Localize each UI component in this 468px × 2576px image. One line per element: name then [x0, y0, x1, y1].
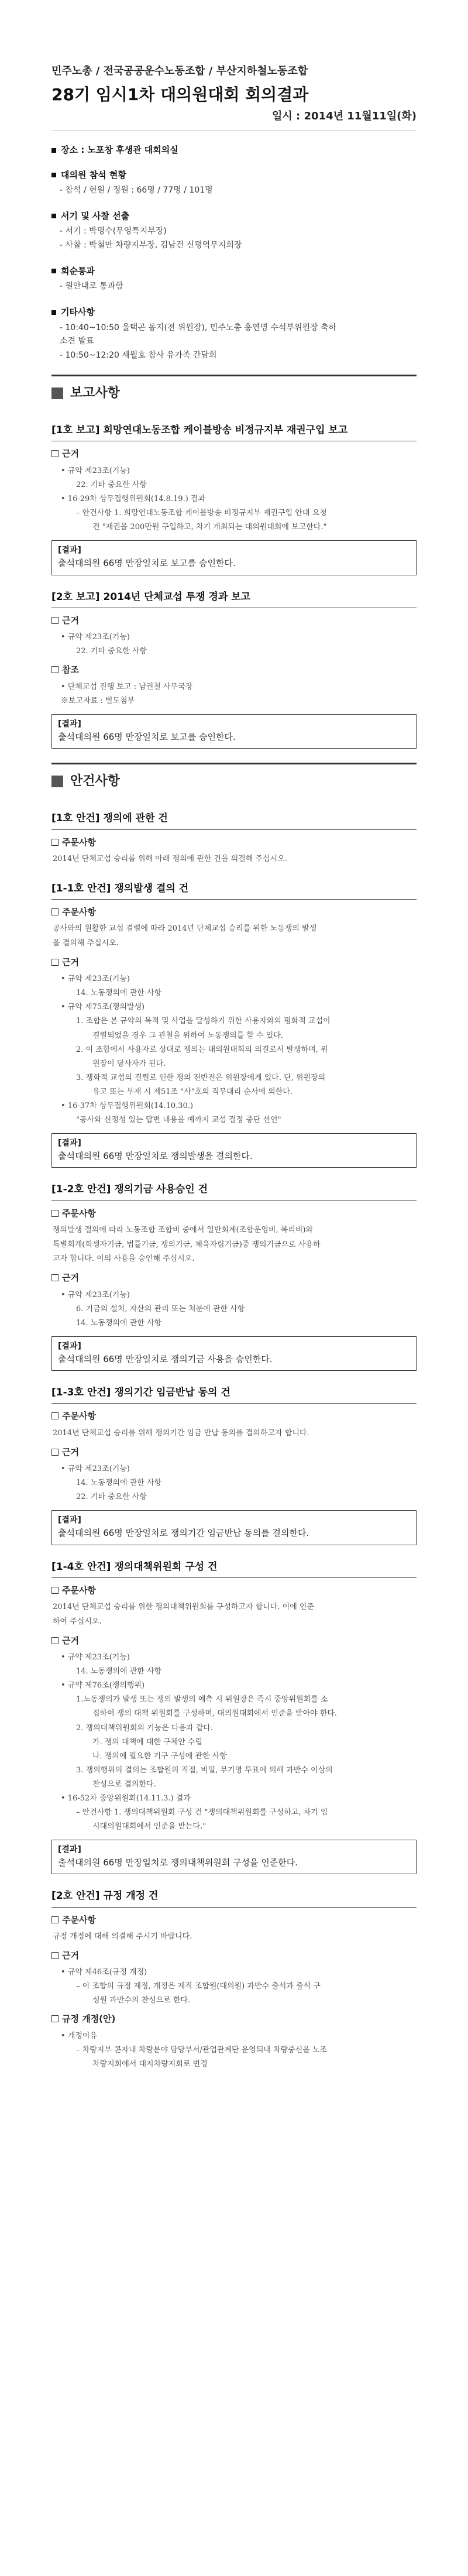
sub-heading [51, 1949, 417, 1963]
info-heading [51, 143, 417, 157]
paragraph-line: 2014년 단체교섭 승리를 위해 아래 쟁의에 관한 건을 의결해 주십시오. [53, 855, 287, 864]
agenda-item [51, 423, 417, 575]
square-bullet-icon [51, 310, 56, 315]
agenda-item [51, 1888, 417, 2071]
info-heading-text: 서기 및 사찰 선출 [61, 210, 130, 221]
sub-heading [51, 956, 417, 969]
list-line: 14. 노동쟁의에 관한 사항 [76, 1667, 162, 1676]
list-line: 3. 쟁화적 교섭의 결렬로 인한 쟁의 전반전은 위원장에게 있다. 단, 위원장의 [76, 1073, 326, 1082]
list-line: • 규약 제23조(기능) [61, 1464, 130, 1474]
result-label: [결과] [58, 1515, 81, 1525]
checkbox-square-icon [51, 2015, 58, 2022]
result-box [51, 714, 417, 749]
list-line: 14. 노동쟁의에 관한 사항 [76, 1318, 162, 1328]
sub-heading [51, 1634, 417, 1648]
info-heading-text: 기타사항 [61, 307, 95, 318]
agenda-item-title: [1-4호 안건] 쟁의대책위원회 구성 건 [51, 1559, 417, 1578]
checkbox-square-icon [51, 1274, 58, 1281]
paragraph-line: 규정 개정에 대해 의결해 주시기 바랍니다. [53, 1932, 192, 1942]
checkbox-square-icon [51, 1952, 58, 1959]
list-line: • 규약 제75조(쟁의발생) [61, 1003, 145, 1012]
result-label: [결과] [58, 1341, 81, 1351]
result-text: 출석대의원 66명 만장일치로 쟁의기금 사용을 승인한다. [58, 1353, 273, 1364]
paragraph-line: 2014년 단체교섭 승리를 위해 쟁의기간 임금 반납 동의를 결의하고자 합니다. [53, 1428, 309, 1438]
result-box [51, 540, 417, 575]
list-line: 가. 쟁의 대책에 대한 구체안 수립 [92, 1737, 203, 1747]
sub-heading-text: 주문사항 [62, 1411, 96, 1422]
sub-heading-text: 주문사항 [62, 1584, 96, 1596]
list-line: 나. 쟁의에 필요한 기구 구성에 관한 사항 [92, 1751, 227, 1761]
list-line: 집하여 쟁의 대책 위원회를 구성하며, 대의원대회에서 인준을 받아야 한다. [92, 1709, 338, 1719]
sub-heading-text: 근거 [62, 1635, 79, 1646]
info-line: - 10:40~10:50 울택곤 동지(전 위원장), 민주노총 홍연명 수석부위원장 축하 [60, 323, 337, 332]
section-square-icon [51, 776, 63, 787]
section-title: 안건사항 [70, 774, 121, 789]
result-text: 출석대의원 66명 만장일치로 보고를 승인한다. [58, 731, 236, 742]
checkbox-square-icon [51, 666, 58, 673]
list-line: "공사와 신정성 있는 답변 내용을 예까지 교섭 결정 중단 선언" [76, 1115, 281, 1124]
sub-heading [51, 1207, 417, 1220]
paragraph-line: 을 결의해 주십시오. [53, 939, 119, 948]
result-box [51, 1840, 417, 1875]
info-line: 소견 발표 [60, 337, 94, 347]
result-label: [결과] [58, 1844, 81, 1854]
result-box [51, 1510, 417, 1545]
list-line: 찬성으로 결의한다. [92, 1779, 156, 1789]
info-heading [51, 169, 417, 182]
sub-heading-text: 주문사항 [62, 906, 96, 917]
agenda-item-title: [1-1호 안건] 쟁의발생 결의 건 [51, 881, 417, 900]
list-line: 14. 노동쟁의에 관한 사항 [76, 1479, 162, 1488]
checkbox-square-icon [51, 1210, 58, 1217]
info-line: - 10:50~12:20 세월호 참사 유가족 간담회 [60, 351, 217, 361]
union-names: 민주노총 / 전국공공운수노동조합 / 부산지하철노동조합 [51, 65, 308, 77]
sub-heading-text: 근거 [62, 448, 79, 459]
info-heading-text: 장소 : 노포창 후생관 대회의실 [61, 145, 178, 155]
checkbox-square-icon [51, 1587, 58, 1594]
section-heading [51, 763, 417, 798]
list-line: • 16-52차 중앙위원회(14.11.3.) 결과 [61, 1793, 191, 1803]
sub-heading-text: 규정 개정(안) [62, 2014, 116, 2025]
checkbox-square-icon [51, 450, 58, 457]
agenda-item-title: [1호 안건] 쟁의에 관한 건 [51, 811, 417, 829]
list-line: • 규약 제23조(기능) [61, 466, 130, 475]
list-line: 결렬되었을 경우 그 관철을 위하여 노동쟁의를 할 수 있다. [92, 1031, 284, 1040]
info-line: - 원안대로 통과함 [60, 282, 123, 291]
paragraph-line: 하여 주십시오. [53, 1617, 102, 1627]
agenda-item-title: [1-3호 안건] 쟁의기간 임금반납 동의 건 [51, 1385, 417, 1404]
sub-heading [51, 1446, 417, 1459]
agenda-item [51, 1385, 417, 1545]
section-heading [51, 375, 417, 410]
result-label: [결과] [58, 546, 81, 555]
sub-heading [51, 1271, 417, 1285]
info-block [51, 169, 417, 198]
sub-heading [51, 836, 417, 849]
list-line: 2. 쟁의대책위원회의 기능은 다음과 같다. [76, 1723, 213, 1733]
info-line: - 참석 / 현원 / 정원 : 66명 / 77명 / 101명 [60, 186, 213, 195]
list-line: 3. 쟁의행위의 결의는 조합원의 직접, 비밀, 무기명 투표에 의해 과반수 이상의 [76, 1765, 333, 1775]
agenda-item [51, 589, 417, 749]
sub-heading [51, 663, 417, 677]
list-line: 원장이 당사자가 된다. [92, 1059, 166, 1068]
list-line: • 규약 제23조(기능) [61, 1290, 130, 1299]
list-line: 시대의원대회에서 인준을 받는다." [92, 1822, 207, 1831]
document-header [51, 63, 417, 131]
info-heading [51, 265, 417, 278]
sub-heading [51, 2012, 417, 2026]
list-line: 22. 기타 중요한 사항 [76, 480, 147, 489]
square-bullet-icon [51, 173, 56, 177]
list-line: • 16-37차 상무집행위원회(14.10.30.) [61, 1101, 194, 1110]
info-line: - 사찰 : 박철만 차량지부장, 김남건 신평역무지회장 [60, 241, 242, 251]
result-label: [결과] [58, 719, 81, 729]
sub-heading [51, 614, 417, 627]
sub-heading [51, 1409, 417, 1423]
sub-heading-text: 참조 [62, 664, 79, 675]
agenda-item [51, 811, 417, 866]
info-heading-text: 회순통과 [61, 265, 95, 276]
list-line: • 규약 제76조(쟁의행위) [61, 1681, 145, 1690]
agenda-item [51, 881, 417, 1168]
paragraph-line: 공사와의 원활한 교섭 결렬에 따라 2014년 단체교섭 승리를 위한 노동쟁의 발생 [53, 924, 317, 934]
result-box [51, 1336, 417, 1371]
info-heading [51, 210, 417, 223]
checkbox-square-icon [51, 1412, 58, 1419]
list-line: • 16-29차 상무집행위원회(14.8.19.) 결과 [61, 494, 206, 503]
sub-heading-text: 근거 [62, 1950, 79, 1961]
result-box [51, 1133, 417, 1168]
list-line: 14. 노동쟁의에 관한 사항 [76, 989, 162, 998]
result-text: 출석대의원 66명 만장일치로 쟁의발생을 결의한다. [58, 1150, 253, 1161]
sub-heading [51, 1913, 417, 1927]
list-line: • 규약 제23조(기능) [61, 633, 130, 642]
list-line: • 규약 제23조(기능) [61, 975, 130, 984]
list-line: – 안건사항 1. 희망연대노동조합 케이블방송 비정규지부 재권구입 안대 요청 [76, 508, 327, 517]
info-block [51, 210, 417, 253]
list-line: 1.노동쟁의가 발생 또는 쟁의 발생의 예측 시 위원장은 즉시 중앙위원회를 소 [76, 1695, 328, 1704]
list-line: 22. 기타 중요한 사항 [76, 1493, 147, 1502]
page-title: 28기 임시1차 대의원대회 회의결과 [51, 85, 309, 104]
checkbox-square-icon [51, 839, 58, 846]
agenda-item-title: [2호 보고] 2014년 단체교섭 투쟁 경과 보고 [51, 589, 417, 608]
checkbox-square-icon [51, 1916, 58, 1923]
sub-heading [51, 905, 417, 919]
checkbox-square-icon [51, 908, 58, 915]
square-bullet-icon [51, 214, 56, 218]
section-square-icon [51, 387, 63, 399]
sub-heading-text: 주문사항 [62, 836, 96, 848]
sub-heading [51, 1584, 417, 1597]
info-block [51, 306, 417, 363]
list-line: – 안건사항 1. 쟁의대책위원회 구성 건 "쟁의대책위원회를 구성하고, 차기 임 [76, 1807, 328, 1817]
result-label: [결과] [58, 1138, 81, 1148]
info-heading [51, 306, 417, 319]
sub-heading-text: 근거 [62, 956, 79, 968]
checkbox-square-icon [51, 1637, 58, 1644]
list-line: 1. 조합은 본 규약의 목적 및 사업을 달성하기 위한 사용자와의 평화적 교섭이 [76, 1017, 331, 1026]
sub-heading-text: 근거 [62, 1272, 79, 1284]
sub-heading-text: 근거 [62, 615, 79, 626]
agenda-item [51, 1559, 417, 1875]
result-text: 출석대의원 66명 만장일치로 쟁의대책위원회 구성을 인준한다. [58, 1857, 298, 1868]
agenda-item [51, 1182, 417, 1371]
checkbox-square-icon [51, 959, 58, 966]
paragraph-line: 쟁의발생 결의에 따라 노동조합 조합비 중에서 일반회계(조합운영비, 복리비)와 [53, 1226, 314, 1235]
paragraph-line: 고자 합니다. 이의 사용을 승인해 주십시오. [53, 1254, 195, 1264]
list-line: 유고 또는 부재 시 제51조 "사"호의 직무대리 순서에 의한다. [92, 1087, 292, 1096]
list-line: 건 "재권을 200만원 구입하고, 차기 개최되는 대의원대회에 보고한다." [92, 522, 327, 531]
sub-heading-text: 주문사항 [62, 1914, 96, 1925]
list-line: • 개정이유 [61, 2031, 98, 2040]
paragraph-line: 특별회계(희생자기금, 법률기금, 쟁의기금, 체육자립기금)중 쟁의기금으로 사용하 [53, 1240, 321, 1249]
checkbox-square-icon [51, 1449, 58, 1456]
meeting-info [51, 143, 417, 363]
list-line: 2. 이 조합에서 사용자로 상대로 쟁의는 대의원대회의 의결로서 발생하며, 위 [76, 1045, 328, 1054]
agenda-item-title: [2호 안건] 규정 개정 건 [51, 1888, 417, 1907]
info-block [51, 265, 417, 294]
info-block [51, 143, 417, 157]
paragraph-line: 2014년 단체교섭 승리를 위한 쟁의대책위원회를 구성하고자 합니다. 이에 인준 [53, 1603, 315, 1612]
list-line: 차량지회에서 대지차량지회로 변경 [92, 2060, 208, 2069]
list-line: 성원 과반수의 찬성으로 한다. [92, 1996, 191, 2005]
checkbox-square-icon [51, 617, 58, 624]
sub-heading [51, 447, 417, 461]
sub-heading-text: 근거 [62, 1446, 79, 1457]
result-text: 출석대의원 66명 만장일치로 보고를 승인한다. [58, 558, 236, 568]
agenda-sections [51, 375, 417, 2071]
square-bullet-icon [51, 148, 56, 153]
meeting-date: 일시 : 2014년 11월11일(화) [51, 108, 417, 131]
result-text: 출석대의원 66명 만장일치로 쟁의기간 임금반납 동의를 결의한다. [58, 1528, 309, 1539]
list-line: – 차량지부 콘자내 차량분야 담당부서/관업관계단 운영되내 차량중신을 노조 [76, 2045, 328, 2054]
list-line: • 단체교섭 진행 보고 : 남권철 사무국장 [61, 682, 193, 691]
agenda-item-title: [1호 보고] 희망연대노동조합 케이블방송 비정규지부 재권구입 보고 [51, 423, 417, 441]
list-line: • 규약 제23조(기능) [61, 1653, 130, 1662]
agenda-item-title: [1-2호 안건] 쟁의기금 사용승인 건 [51, 1182, 417, 1200]
list-line: – 이 조합의 규정 제정, 개정은 재적 조합원(대의원) 과반수 출석과 출석 구 [76, 1982, 321, 1991]
list-line: 6. 기금의 설치, 자산의 관리 또는 처분에 관한 사항 [76, 1304, 245, 1313]
list-line: ※보고자료 : 별도첨부 [61, 696, 135, 705]
square-bullet-icon [51, 269, 56, 273]
info-line: - 서기 : 박명수(무영특지부장) [60, 227, 167, 236]
list-line: 22. 기타 중요한 사항 [76, 647, 147, 656]
info-heading-text: 대의원 참석 현황 [61, 169, 126, 180]
list-line: • 규약 제46조(규정 개정) [61, 1968, 147, 1977]
section-title: 보고사항 [70, 386, 121, 401]
sub-heading-text: 주문사항 [62, 1208, 96, 1219]
